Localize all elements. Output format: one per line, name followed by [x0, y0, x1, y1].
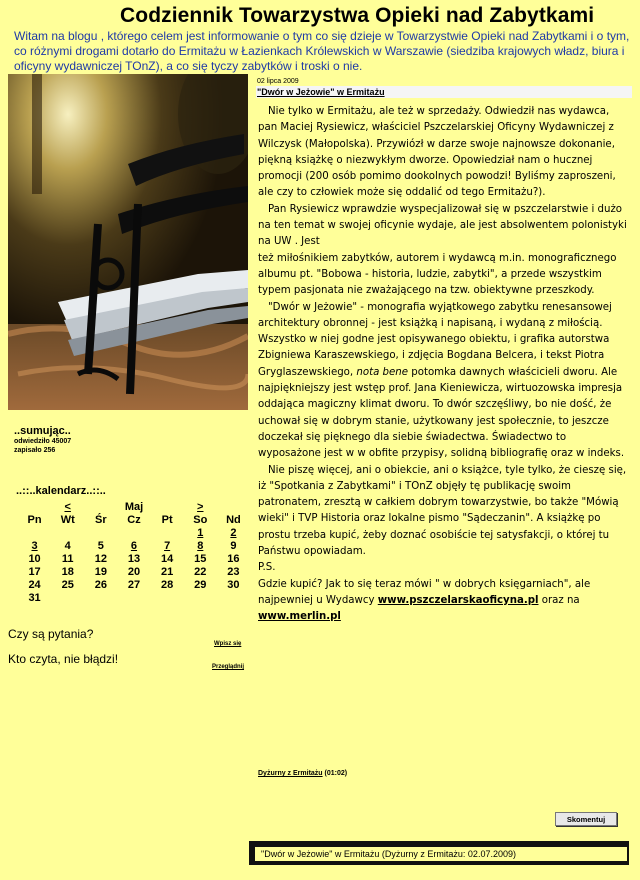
calendar-day: [151, 592, 184, 605]
calendar-day: 16: [227, 553, 240, 565]
post-paragraph: Nie tylko w Ermitażu, ale też w sprzedaży. Odwiedził nas wydawca, pan Maciej Rysiewicz, właściciel Pszczelarskiej Oficyny Wydawniczej z Wilczysk (Małopolska). Przywiózł w darze swoje najnowsze dokonanie, piękną książkę o niezwykłym dworze. Opowiedział nam o hucznej promocji (200 osób pomimo dookolnych powodzi! Byliśmy zaproszeni, ale czy to człowiek może się oddalić od tego Ermitażu?).: [258, 106, 616, 199]
calendar-day: [18, 527, 51, 540]
calendar-prev[interactable]: [51, 501, 84, 514]
calendar-day: [217, 592, 250, 605]
calendar-day: 10: [28, 553, 41, 565]
calendar-spacer: [151, 501, 184, 514]
post-footer: [258, 770, 347, 777]
stats-block: [14, 425, 71, 455]
post-summary-box: [249, 841, 629, 865]
write-guestbook-link[interactable]: Wpisz się: [214, 641, 242, 647]
calendar-weekday: Cz: [127, 514, 141, 526]
stats-title: ..sumując..: [14, 425, 71, 437]
calendar-day: 25: [61, 579, 74, 591]
post-paragraph: Pan Rysiewicz wprawdzie wyspecjalizował się w pszczelarstwie i dużo na ten temat w swojej oficynie wydaje, ale jest absolwentem polonistyki na UW . Jest: [258, 203, 627, 248]
calendar-day: 21: [161, 566, 174, 578]
post-title-link[interactable]: "Dwór w Jeżowie" w Ermitażu: [257, 87, 385, 97]
blog-title: Codziennik Towarzystwa Opieki nad Zabytkami: [120, 4, 595, 27]
calendar-day: 12: [94, 553, 107, 565]
calendar-day[interactable]: [217, 527, 250, 540]
calendar-day: 15: [194, 553, 207, 565]
post-text: "Dwór w Jeżowie" - monografia wyjątkowego zabytku renesansowej architektury obronnej - jest książką i napisaną, i wydaną z miłością. Wszystko w niej godne jest opisywanego obiektu, i grafika autorstwa Zbigniewa Karaszewskiego, i zdjęcia Bogdana Belcera, i tekst Piotra Gryglaszewskiego,: [258, 301, 612, 378]
questions-label: Czy są pytania?: [8, 627, 94, 641]
calendar-day: [151, 527, 184, 540]
post-paragraph: [258, 300, 630, 463]
calendar-weekday: Pt: [161, 514, 173, 526]
blog-intro: Witam na blogu , którego celem jest informowanie o tym co się dzieje w Towarzystwie Opieki nad Zabytkami i o tym, co różnymi drogami dotarło do Ermitażu w Łazienkach Królewskich w Warszawie (siedziba krajowych władz, biura i oficyny wydawniczej TOnZ), a co się tyczy zabytków i troski o nie.: [14, 29, 630, 73]
calendar-weekday: Nd: [226, 514, 241, 526]
calendar-day-link[interactable]: 1: [197, 527, 204, 539]
post-paragraph: [258, 577, 630, 626]
calendar-day-link[interactable]: 6: [130, 540, 138, 552]
visits-count: odwiedziło 45007: [14, 438, 72, 445]
calendar-week: [18, 527, 250, 540]
calendar-day: 17: [28, 566, 41, 578]
readers-label: Kto czyta, nie błądzi!: [8, 652, 119, 666]
comment-button[interactable]: Skomentuj: [555, 812, 617, 826]
calendar-month: Maj: [124, 501, 144, 513]
calendar-day: 26: [94, 579, 107, 591]
post-paragraph: też miłośnikiem zabytków, autorem i wydawcą m.in. monograficznego albumu pt. "Bobowa - historia, ludzie, zabytki", a przede wszystkim typem pasjonata nie zważającego na tzw. obiektywne przeszkody.: [258, 252, 617, 297]
post-date: 02 lipca 2009: [257, 78, 299, 85]
calendar-day: 27: [127, 579, 141, 591]
calendar-day: 24: [28, 579, 41, 591]
post-text: oraz na: [538, 594, 580, 606]
post-text: Gdzie kupić? Jak to się teraz mówi " w dobrych księgarniach", ale najpewniej u Wydawcy: [258, 578, 591, 606]
calendar-day[interactable]: [117, 540, 150, 553]
calendar-week: [18, 540, 250, 553]
author-link[interactable]: Dyżurny z Ermitażu: [258, 770, 323, 777]
calendar-weekday: Wt: [60, 514, 75, 526]
calendar-day: [117, 527, 150, 540]
post-body: [258, 104, 630, 626]
calendar-day: 14: [161, 553, 174, 565]
post-paragraph: Nie piszę więcej, ani o obiekcie, ani o książce, tyle tylko, że cieszę się, iż "Spotkania z Zabytkami" i TOnZ objęły tę publikację swoim patronatem, zresztą w całkiem dobrym towarzystwie, bo także "Mówią wieki" i TVP Historia oraz lokalne pismo "Sądeczanin". A książkę po prostu trzeba kupić, żeby doznać osobiście tej satysfakcji, o której tu Państwu opowiadam.: [258, 464, 627, 558]
calendar: [18, 501, 250, 605]
calendar-day: 30: [227, 579, 240, 591]
calendar-spacer: [18, 501, 51, 514]
calendar-day-link[interactable]: 7: [164, 540, 171, 552]
calendar-day[interactable]: [184, 527, 217, 540]
browse-guestbook-link[interactable]: Przeglądnij: [212, 664, 245, 670]
post-text: potomka dawnych właścicieli dworu. Ale najpiękniejszy jest wstęp prof. Jana Kieniewicza, wirtuozowska impresja oddająca magiczny klimat dworu. To dwór szczęśliwy, bo nie dość, że uchował się w dobrym stanie, użytkowany jest społecznie, to jeszcze doczekał się pięknego dla siebie świadectwa. Świadectwo to wyposażone jest w w obfite przypisy, solidną bibliografię oraz w indeks.: [258, 366, 625, 460]
calendar-day: [51, 592, 84, 605]
calendar-week: [18, 592, 250, 605]
calendar-day: 31: [28, 592, 41, 604]
post-italic: nota bene: [356, 366, 409, 378]
calendar-day: 9: [230, 540, 237, 552]
calendar-day: [84, 592, 117, 605]
calendar-day: [117, 592, 150, 605]
post-time: (01:02): [324, 770, 348, 777]
post-ps: P.S.: [258, 562, 276, 574]
calendar-title: ..::..kalendarz..::..: [16, 485, 106, 497]
publisher-link[interactable]: www.pszczelarskaoficyna.pl: [377, 594, 539, 606]
calendar-day[interactable]: [151, 540, 184, 553]
calendar-day-link[interactable]: 8: [197, 540, 204, 552]
calendar-day-link[interactable]: 2: [230, 527, 237, 539]
calendar-next-link[interactable]: >: [197, 501, 204, 513]
calendar-day: [184, 592, 217, 605]
calendar-day: [84, 527, 117, 540]
calendar-week: [18, 579, 250, 592]
merlin-link[interactable]: www.merlin.pl: [258, 611, 341, 623]
calendar-weekday: So: [193, 514, 208, 526]
calendar-prev-link[interactable]: <: [64, 501, 71, 513]
calendar-day: 29: [194, 579, 207, 591]
calendar-spacer: [84, 501, 117, 514]
calendar-day: 18: [61, 566, 74, 578]
calendar-day: 22: [194, 566, 207, 578]
calendar-spacer: [217, 501, 250, 514]
calendar-weekday: Śr: [95, 514, 107, 526]
calendar-next[interactable]: [184, 501, 217, 514]
calendar-week: [18, 566, 250, 579]
calendar-week: [18, 553, 250, 566]
calendar-weekday: Pn: [27, 514, 42, 526]
calendar-day: 13: [127, 553, 141, 565]
calendar-day: 19: [94, 566, 107, 578]
calendar-day[interactable]: [18, 540, 51, 553]
header-photo-bench: [8, 74, 248, 410]
calendar-day: 5: [97, 540, 104, 552]
entries-count: zapisało 256: [14, 447, 56, 454]
calendar-day: 23: [227, 566, 240, 578]
calendar-day: 20: [127, 566, 141, 578]
calendar-day: 4: [64, 540, 71, 552]
calendar-day: [51, 527, 84, 540]
calendar-day: 28: [161, 579, 174, 591]
calendar-day: 11: [61, 553, 74, 565]
calendar-day-link[interactable]: 3: [31, 540, 38, 552]
post-summary-text: "Dwór w Jeżowie" w Ermitażu (Dyżurny z Ermitażu: 02.07.2009): [255, 847, 627, 861]
calendar-day[interactable]: [184, 540, 217, 553]
